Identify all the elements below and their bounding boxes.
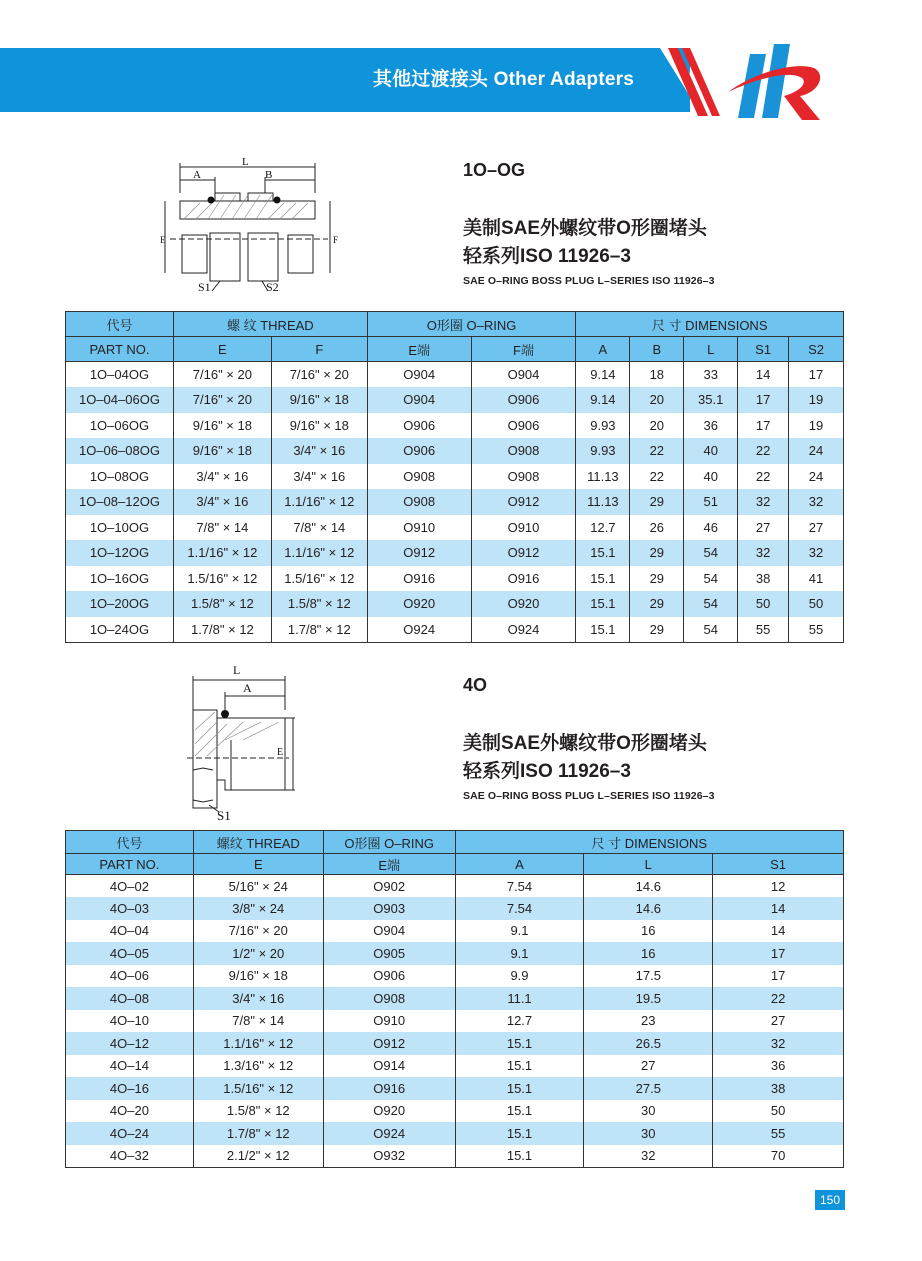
header-a: A (455, 854, 584, 875)
header-oring: O形圈 O–RING (367, 312, 576, 337)
table-cell: 1O–16OG (66, 566, 174, 592)
table-cell: 54 (684, 617, 738, 643)
table-cell: 46 (684, 515, 738, 541)
header-part-cn: 代号 (66, 831, 194, 854)
table-row (66, 1122, 844, 1145)
page-number: 150 (815, 1190, 845, 1210)
table-row (66, 1010, 844, 1033)
header-dimensions: 尺 寸 DIMENSIONS (576, 312, 844, 337)
table-cell: O904 (323, 920, 455, 943)
table-cell: 7/8" × 14 (193, 1010, 323, 1033)
header-s1: S1 (713, 854, 844, 875)
section-1-title-cn-1: 美制SAE外螺纹带O形圈堵头 (463, 218, 707, 239)
header-dimensions: 尺 寸 DIMENSIONS (455, 831, 843, 854)
header-a: A (576, 337, 630, 362)
dim-label-s1: S1 (198, 280, 211, 294)
header-l: L (684, 337, 738, 362)
table-cell: O924 (471, 617, 576, 643)
table-cell: O908 (323, 987, 455, 1010)
table-cell: 1.5/8" × 12 (271, 591, 367, 617)
table-cell: 5/16" × 24 (193, 875, 323, 898)
table-cell: O924 (323, 1122, 455, 1145)
table-cell: O906 (367, 413, 471, 439)
table-cell: 18 (630, 362, 684, 388)
dim-label-s1: S1 (217, 808, 231, 820)
table-cell: O920 (471, 591, 576, 617)
table-cell: 55 (738, 617, 789, 643)
table-cell: 24 (789, 464, 844, 490)
table-row (66, 515, 844, 541)
table-cell: 4O–20 (66, 1100, 194, 1123)
table-cell: O912 (471, 489, 576, 515)
table-cell: 1O–10OG (66, 515, 174, 541)
table-cell: 4O–05 (66, 942, 194, 965)
table-cell: O908 (367, 464, 471, 490)
table-cell: 1O–06–08OG (66, 438, 174, 464)
table-cell: 29 (630, 591, 684, 617)
table-cell: 4O–12 (66, 1032, 194, 1055)
header-part-en: PART NO. (66, 337, 174, 362)
table-cell: 24 (789, 438, 844, 464)
table-cell: 50 (738, 591, 789, 617)
table-row (66, 942, 844, 965)
header-e: E (173, 337, 271, 362)
table-cell: 32 (738, 540, 789, 566)
section-2-title-cn-1: 美制SAE外螺纹带O形圈堵头 (463, 733, 707, 754)
table-row (66, 438, 844, 464)
table-cell: O908 (367, 489, 471, 515)
table-cell: 4O–32 (66, 1145, 194, 1168)
table-cell: O910 (367, 515, 471, 541)
header-f: F (271, 337, 367, 362)
table-cell: 7.54 (455, 875, 584, 898)
table-cell: 22 (630, 438, 684, 464)
table-cell: 1.5/16" × 12 (271, 566, 367, 592)
table-cell: 32 (789, 489, 844, 515)
table-cell: 3/4" × 16 (173, 464, 271, 490)
table-cell: O912 (323, 1032, 455, 1055)
table-cell: 9.1 (455, 942, 584, 965)
table-row (66, 362, 844, 388)
header-e-end: E端 (367, 337, 471, 362)
table-cell: 3/4" × 16 (193, 987, 323, 1010)
table-cell: 1.1/16" × 12 (193, 1032, 323, 1055)
table-cell: 41 (789, 566, 844, 592)
table-cell: O904 (367, 362, 471, 388)
table-cell: 1.1/16" × 12 (271, 540, 367, 566)
table-cell: 11.1 (455, 987, 584, 1010)
table-cell: 19 (789, 413, 844, 439)
table-cell: 15.1 (455, 1145, 584, 1168)
decorative-stripes (660, 44, 720, 116)
table-cell: 27 (584, 1055, 713, 1078)
table-cell: 1.7/8" × 12 (193, 1122, 323, 1145)
table-cell: 4O–14 (66, 1055, 194, 1078)
table-cell: 9/16" × 18 (173, 413, 271, 439)
table-cell: 1O–24OG (66, 617, 174, 643)
dim-label-e: E (160, 235, 166, 245)
table-cell: 7/16" × 20 (271, 362, 367, 388)
table-cell: O912 (471, 540, 576, 566)
table-cell: 15.1 (455, 1100, 584, 1123)
table-cell: 9/16" × 18 (271, 413, 367, 439)
table-cell: 9.9 (455, 965, 584, 988)
table-cell: 1.5/8" × 12 (173, 591, 271, 617)
section-2-title-cn-2: 轻系列ISO 11926–3 (463, 761, 631, 782)
header-thread: 螺纹 THREAD (193, 831, 323, 854)
table-cell: 9.93 (576, 438, 630, 464)
table-cell: 12.7 (576, 515, 630, 541)
table-cell: 1.1/16" × 12 (271, 489, 367, 515)
logo-bar-2 (762, 44, 790, 118)
table-cell: 1.1/16" × 12 (173, 540, 271, 566)
table-cell: O902 (323, 875, 455, 898)
table-cell: 29 (630, 566, 684, 592)
table-cell: 1.5/8" × 12 (193, 1100, 323, 1123)
section-2-title-en: SAE O–RING BOSS PLUG L–SERIES ISO 11926–3 (463, 790, 715, 802)
table-cell: 55 (789, 617, 844, 643)
table-cell: 15.1 (455, 1077, 584, 1100)
table-cell: 32 (789, 540, 844, 566)
table-cell: 1O–06OG (66, 413, 174, 439)
table-cell: 4O–03 (66, 897, 194, 920)
table-cell: 14.6 (584, 897, 713, 920)
table-row (66, 875, 844, 898)
table-cell: 15.1 (576, 591, 630, 617)
table-cell: O906 (471, 387, 576, 413)
table-row (66, 920, 844, 943)
dim-label-a: A (243, 681, 252, 695)
table-cell: 51 (684, 489, 738, 515)
diagram-4o (185, 660, 295, 820)
table-row (66, 489, 844, 515)
table-cell: 14 (713, 920, 844, 943)
table-cell: 14 (713, 897, 844, 920)
table-cell: O908 (471, 438, 576, 464)
table-cell: 27.5 (584, 1077, 713, 1100)
section-1-title-en: SAE O–RING BOSS PLUG L–SERIES ISO 11926–3 (463, 275, 715, 287)
table-row (66, 1100, 844, 1123)
table-cell: 22 (713, 987, 844, 1010)
dim-label-a: A (193, 169, 201, 181)
table-cell: O916 (471, 566, 576, 592)
table-cell: 40 (684, 438, 738, 464)
table-row (66, 464, 844, 490)
table-cell: 27 (738, 515, 789, 541)
table-cell: 15.1 (455, 1055, 584, 1078)
header-e: E (193, 854, 323, 875)
dim-label-l: L (242, 156, 249, 168)
table-cell: 4O–06 (66, 965, 194, 988)
table-cell: 30 (584, 1100, 713, 1123)
table-cell: O920 (323, 1100, 455, 1123)
section-2-code: 4O (463, 675, 488, 695)
table-cell: O914 (323, 1055, 455, 1078)
table-cell: 1O–04–06OG (66, 387, 174, 413)
table-cell: 3/4" × 16 (173, 489, 271, 515)
spec-table-1o-og (65, 311, 844, 643)
table-cell: 15.1 (576, 617, 630, 643)
table-cell: 1.3/16" × 12 (193, 1055, 323, 1078)
table-row (66, 1077, 844, 1100)
table-cell: 9/16" × 18 (271, 387, 367, 413)
table-cell: 4O–16 (66, 1077, 194, 1100)
header-b: B (630, 337, 684, 362)
header-oring: O形圈 O–RING (323, 831, 455, 854)
table-cell: 1.7/8" × 12 (173, 617, 271, 643)
table-cell: 12 (713, 875, 844, 898)
table-cell: 17 (738, 413, 789, 439)
table-cell: 16 (584, 942, 713, 965)
header-l: L (584, 854, 713, 875)
table-cell: 14.6 (584, 875, 713, 898)
table-cell: 2.1/2" × 12 (193, 1145, 323, 1168)
header-part-cn: 代号 (66, 312, 174, 337)
table-cell: 14 (738, 362, 789, 388)
table-cell: 4O–02 (66, 875, 194, 898)
table-cell: 4O–08 (66, 987, 194, 1010)
table-cell: 26.5 (584, 1032, 713, 1055)
table-row (66, 413, 844, 439)
dim-label-s2: S2 (266, 280, 279, 294)
table-cell: 29 (630, 617, 684, 643)
table-row (66, 1055, 844, 1078)
table-row (66, 965, 844, 988)
table-cell: O932 (323, 1145, 455, 1168)
table-cell: O904 (367, 387, 471, 413)
table-cell: 1.5/16" × 12 (173, 566, 271, 592)
table-cell: 23 (584, 1010, 713, 1033)
table-cell: 1O–08–12OG (66, 489, 174, 515)
table-cell: 35.1 (684, 387, 738, 413)
table-cell: 16 (584, 920, 713, 943)
table-row (66, 591, 844, 617)
table-cell: 55 (713, 1122, 844, 1145)
table-cell: 15.1 (455, 1032, 584, 1055)
table-cell: 7/8" × 14 (173, 515, 271, 541)
table-cell: O903 (323, 897, 455, 920)
table-cell: 4O–10 (66, 1010, 194, 1033)
table-cell: 22 (738, 464, 789, 490)
table-cell: 29 (630, 489, 684, 515)
table-cell: 50 (713, 1100, 844, 1123)
table-cell: 1.7/8" × 12 (271, 617, 367, 643)
header-banner (0, 48, 690, 112)
table-cell: O908 (471, 464, 576, 490)
table-cell: 1O–04OG (66, 362, 174, 388)
table-cell: 1O–20OG (66, 591, 174, 617)
table-cell: 9.14 (576, 387, 630, 413)
dim-label-f: F (333, 235, 339, 245)
table-row (66, 540, 844, 566)
table-cell: 54 (684, 566, 738, 592)
dim-label-b: B (265, 169, 273, 181)
table-cell: 1O–12OG (66, 540, 174, 566)
table-cell: 7/16" × 20 (193, 920, 323, 943)
company-logo (728, 40, 828, 126)
table-cell: 29 (630, 540, 684, 566)
table-cell: 20 (630, 387, 684, 413)
table-cell: O920 (367, 591, 471, 617)
table-cell: 9.14 (576, 362, 630, 388)
table-cell: O916 (367, 566, 471, 592)
table-cell: 1O–08OG (66, 464, 174, 490)
table-cell: 26 (630, 515, 684, 541)
table-cell: 9.93 (576, 413, 630, 439)
table-cell: 3/4" × 16 (271, 464, 367, 490)
table-cell: 40 (684, 464, 738, 490)
header-thread: 螺 纹 THREAD (173, 312, 367, 337)
table-cell: 12.7 (455, 1010, 584, 1033)
table-cell: O912 (367, 540, 471, 566)
table-cell: 7/8" × 14 (271, 515, 367, 541)
table-cell: 15.1 (576, 566, 630, 592)
oring-right (274, 197, 281, 204)
table-cell: 15.1 (576, 540, 630, 566)
dim-label-e: E (277, 747, 284, 758)
table-cell: 19 (789, 387, 844, 413)
table-cell: 3/4" × 16 (271, 438, 367, 464)
table-cell: 11.13 (576, 464, 630, 490)
table-cell: 17.5 (584, 965, 713, 988)
table-cell: 32 (713, 1032, 844, 1055)
table-cell: O910 (471, 515, 576, 541)
header-e-end: E端 (323, 854, 455, 875)
table-cell: 7/16" × 20 (173, 362, 271, 388)
table-cell: O910 (323, 1010, 455, 1033)
table-cell: 7/16" × 20 (173, 387, 271, 413)
table-cell: O905 (323, 942, 455, 965)
header-s1: S1 (738, 337, 789, 362)
table-row (66, 987, 844, 1010)
table-cell: 38 (738, 566, 789, 592)
table-cell: 3/8" × 24 (193, 897, 323, 920)
table-cell: 20 (630, 413, 684, 439)
table-row (66, 566, 844, 592)
table-cell: 11.13 (576, 489, 630, 515)
header-s2: S2 (789, 337, 844, 362)
table-cell: 4O–04 (66, 920, 194, 943)
table-cell: 36 (684, 413, 738, 439)
table-cell: O906 (367, 438, 471, 464)
header-part-en: PART NO. (66, 854, 194, 875)
table-cell: 19.5 (584, 987, 713, 1010)
table-cell: 70 (713, 1145, 844, 1168)
table-cell: 17 (789, 362, 844, 388)
table-cell: 33 (684, 362, 738, 388)
table-cell: O916 (323, 1077, 455, 1100)
section-1-title-cn-2: 轻系列ISO 11926–3 (463, 246, 631, 267)
dim-label-l: L (233, 663, 241, 677)
table-cell: O924 (367, 617, 471, 643)
table-cell: 38 (713, 1077, 844, 1100)
header-f-end: F端 (471, 337, 576, 362)
table-row (66, 617, 844, 643)
table-cell: 54 (684, 591, 738, 617)
table-cell: 4O–24 (66, 1122, 194, 1145)
table-cell: 1/2" × 20 (193, 942, 323, 965)
table-cell: 36 (713, 1055, 844, 1078)
page-title: 其他过渡接头 Other Adapters (372, 69, 634, 90)
table-cell: 54 (684, 540, 738, 566)
table-cell: 17 (713, 942, 844, 965)
table-cell: 22 (738, 438, 789, 464)
table-cell: 32 (738, 489, 789, 515)
table-cell: 9.1 (455, 920, 584, 943)
table-row (66, 387, 844, 413)
table-cell: 27 (713, 1010, 844, 1033)
table-cell: 15.1 (455, 1122, 584, 1145)
table-row (66, 1145, 844, 1168)
table-cell: 50 (789, 591, 844, 617)
table-cell: 30 (584, 1122, 713, 1145)
table-cell: O904 (471, 362, 576, 388)
table-row (66, 1032, 844, 1055)
logo-bar-1 (738, 54, 766, 118)
table-cell: 9/16" × 18 (193, 965, 323, 988)
diagram-1o-og (160, 155, 340, 295)
table-cell: 9/16" × 18 (173, 438, 271, 464)
table-cell: 27 (789, 515, 844, 541)
table-cell: 17 (713, 965, 844, 988)
section-1-code: 1O–OG (463, 160, 526, 180)
table-cell: O906 (323, 965, 455, 988)
table-cell: 7.54 (455, 897, 584, 920)
table-cell: 1.5/16" × 12 (193, 1077, 323, 1100)
table-cell: 32 (584, 1145, 713, 1168)
table-row (66, 897, 844, 920)
oring (221, 710, 229, 718)
table-cell: 22 (630, 464, 684, 490)
table-cell: 17 (738, 387, 789, 413)
spec-table-4o (65, 830, 844, 1168)
oring-left (208, 197, 215, 204)
table-cell: O906 (471, 413, 576, 439)
